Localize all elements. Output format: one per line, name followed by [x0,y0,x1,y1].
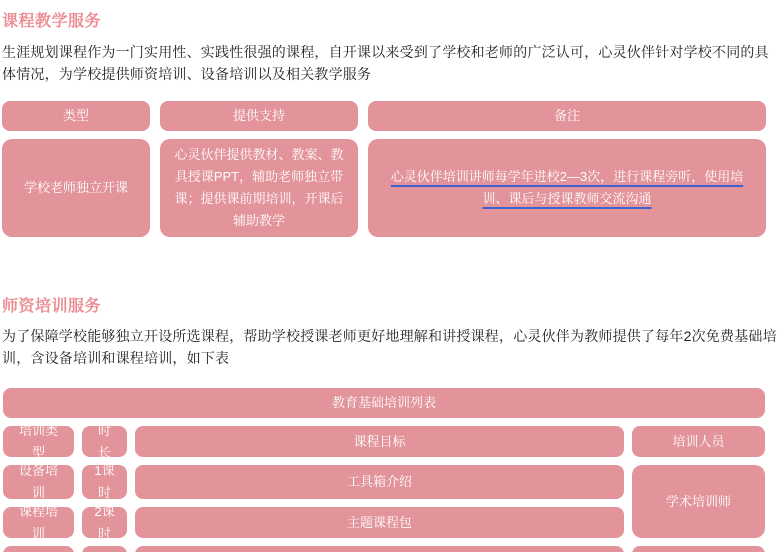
table2-header-duration: 时长 [82,426,127,457]
section2-paragraph: 为了保障学校能够独立开设所选课程，帮助学校授课老师更好地理解和讲授课程，心灵伙伴为教师提供了每年2次免费基础培训，含设备培训和课程培训，如下表 [2,328,777,366]
table2-partial-row-cell [632,546,765,552]
note-link[interactable]: 心灵伙伴培训讲师每学年进校2—3次，进行课程旁听，使用培训、课后与授课教师交流沟通 [390,169,744,206]
table1-cell-support-detail: 心灵伙伴提供教材、教案、教具授课PPT，辅助老师独立带课；提供课前期培训，开课后辅助教学 [160,139,358,237]
section-heading-teacher-training: 师资培训服务 [2,298,102,315]
table2-trainer-cell: 学术培训师 [632,465,765,538]
section1-paragraph: 生涯规划课程作为一门实用性、实践性很强的课程，自开课以来受到了学校和老师的广泛认可，心灵伙伴针对学校不同的具体情况，为学校提供师资培训、设备培训以及相关教学服务 [2,44,769,82]
table2-row1-type: 设备培训 [3,465,74,499]
table1-header-note: 备注 [368,101,766,131]
table2-row1-goal: 工具箱介绍 [135,465,624,499]
section-heading-course-teaching: 课程教学服务 [2,13,102,30]
table2-header-training-type: 培训类型 [3,426,74,457]
course-teaching-table [2,101,766,237]
table2-partial-row-cell [3,546,74,552]
table2-partial-row-cell [135,546,624,552]
table2-partial-row-cell [82,546,127,552]
table1-cell-note [368,139,766,237]
table2-header-trainer: 培训人员 [632,426,765,457]
training-list-table [3,388,765,552]
table2-row2-duration: 2课时 [82,507,127,538]
table2-title: 教育基础培训列表 [3,388,765,418]
table1-cell-course-type: 学校老师独立开课 [2,139,150,237]
table2-row1-duration: 1课时 [82,465,127,499]
table1-header-type: 类型 [2,101,150,131]
table1-header-support: 提供支持 [160,101,358,131]
table2-header-course-goal: 课程目标 [135,426,624,457]
table2-row2-type: 课程培训 [3,507,74,538]
table2-row2-goal: 主题课程包 [135,507,624,538]
